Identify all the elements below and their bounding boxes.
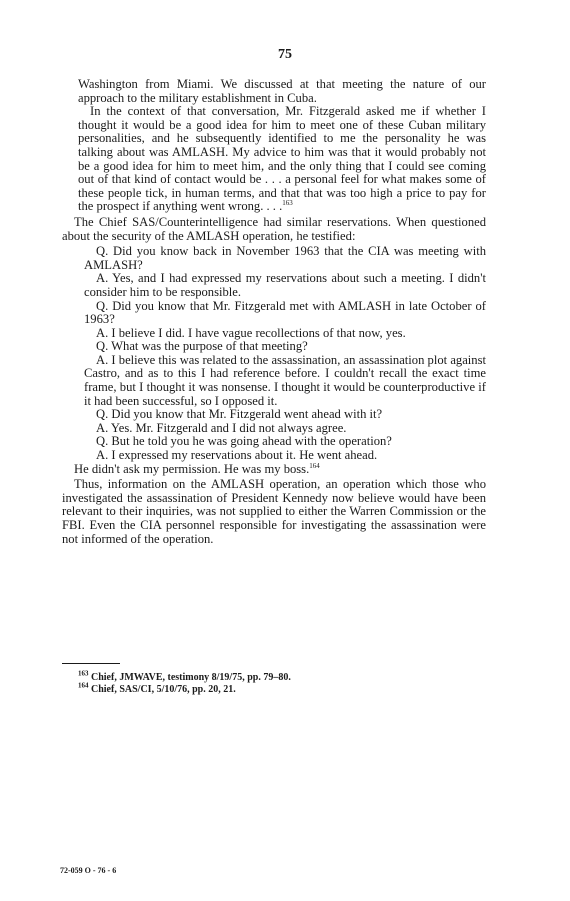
footnote: $^{163}$ Chief, JMWAVE, testimony 8/19/75, pp. 79–80.	[78, 669, 291, 683]
chief-paragraph: The Chief SAS/Counterintelligence had similar reservations. When questioned about the security of the AMLASH operation, he testified:	[62, 214, 486, 243]
answer: A. Yes. Mr. Fitzgerald and I did not always agree.	[96, 420, 347, 435]
quote-paragraph: Washington from Miami. We discussed at that meeting the nature of our approach to the military establishment in Cuba.	[78, 77, 486, 105]
quote-paragraph: In the context of that conversation, Mr. Fitzgerald asked me if whether I thought it would be a good idea for him to meet one of these Cuban military personalities, and he subsequently identified to me the personality he was talking about was AMLASH. My advice to him was that it would probably not be a good idea for him to meet him, and the only thing that I could see coming out of that kind of contact would be . . . a personal feel for what makes some of these people tick, in human terms, and that that was too high a price to pay for the prospect if anything went wrong. . . .$^{163}$	[78, 104, 486, 214]
footnote: $^{164}$ Chief, SAS/CI, 5/10/76, pp. 20, 21.	[78, 681, 236, 695]
answer-continuation: He didn't ask my permission. He was my boss.$^{164}$	[74, 461, 320, 476]
page-number: 75	[278, 47, 292, 62]
question: Q. What was the purpose of that meeting?	[96, 339, 308, 354]
thus-paragraph: Thus, information on the AMLASH operation, an operation which those who investigated the assassination of President Kennedy now believe would have been relevant to their inquiries, was not supplied to either the Warren Commission or the FBI. Even the CIA personnel responsible for investigating the assassination were not informed of the operation.	[62, 477, 486, 546]
body-text	[62, 78, 486, 546]
footnote-divider	[62, 663, 120, 664]
print-code: 72-059 O - 76 - 6	[60, 866, 117, 875]
question: Q. Did you know that Mr. Fitzgerald met with AMLASH in late October of 1963?	[84, 298, 486, 327]
testimony-quote	[78, 78, 486, 214]
footnote-ref: 163	[282, 199, 293, 208]
answer: A. I expressed my reservations about it. He went ahead.	[96, 448, 378, 463]
qa-testimony	[62, 245, 486, 476]
footnotes	[78, 669, 478, 696]
question: Q. Did you know that Mr. Fitzgerald went ahead with it?	[96, 407, 383, 422]
answer: A. I believe I did. I have vague recollections of that now, yes.	[96, 325, 406, 340]
answer: A. Yes, and I had expressed my reservations about such a meeting. I didn't consider him to be responsible.	[84, 271, 486, 299]
question: Q. But he told you he was going ahead with the operation?	[96, 434, 392, 449]
footnote-ref: 164	[309, 461, 320, 470]
answer: A. I believe this was related to the assassination, an assassination plot against Castro, and as to this I had reference before. I couldn't recall the exact time frame, but I thought it was nonsense. I thought it would be counterproductive if it had been successful, so I opposed it.	[84, 352, 486, 408]
question: Q. Did you know back in November 1963 that the CIA was meeting with AMLASH?	[84, 244, 486, 272]
